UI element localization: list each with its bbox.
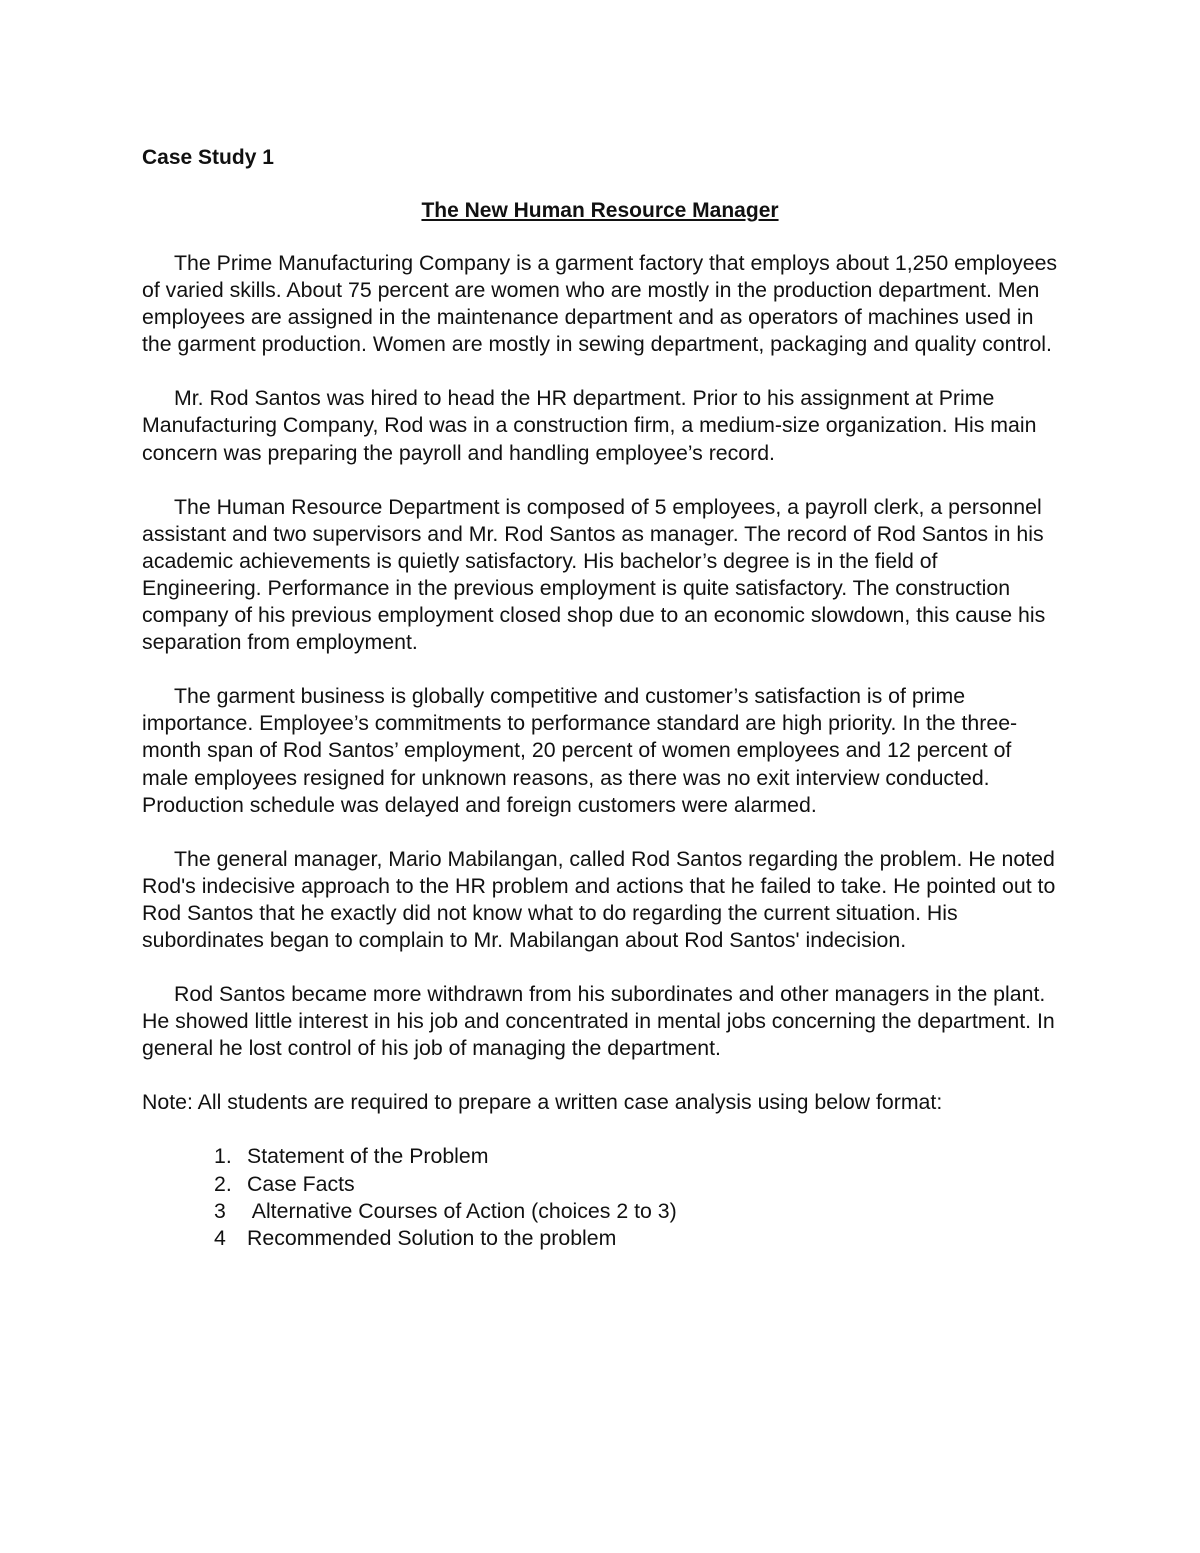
list-item-number: 3 (214, 1198, 226, 1223)
analysis-format-list (142, 1143, 1058, 1251)
paragraph-rod-santos-hired: Mr. Rod Santos was hired to head the HR department. Prior to his assignment at Prime Manufacturing Company, Rod was in a construction firm, a medium-size organization. His main concern was preparing the payroll and handling employee’s record. (142, 386, 1037, 465)
list-item-number: 4 (214, 1225, 226, 1250)
paragraph-general-manager: The general manager, Mario Mabilangan, called Rod Santos regarding the problem. He noted Rod's indecisive approach to the HR problem and actions that he failed to take. He pointed out to Rod Santos that he exactly did not know what to do regarding the current situation. His subordinates began to complain to Mr. Mabilangan about Rod Santos' indecision. (142, 846, 1056, 952)
paragraph-rod-withdrawn: Rod Santos became more withdrawn from his subordinates and other managers in the plant. He showed little interest in his job and concentrated in mental jobs concerning the department. In general he lost control of his job of managing the department. (142, 982, 1055, 1061)
assignment-note: Note: All students are required to prepare a written case analysis using below format: (142, 1090, 943, 1115)
list-item-number: 2. (214, 1171, 232, 1196)
list-item (142, 1225, 1058, 1252)
document-title: The New Human Resource Manager (421, 199, 779, 222)
list-item-text: Case Facts (247, 1171, 355, 1196)
list-item (142, 1198, 1058, 1225)
list-item (142, 1143, 1058, 1170)
document-body (142, 250, 1058, 1252)
list-item (142, 1171, 1058, 1198)
case-label: Case Study 1 (142, 146, 274, 169)
paragraph-hr-department: The Human Resource Department is composed of 5 employees, a payroll clerk, a personnel assistant and two supervisors and Mr. Rod Santos as manager. The record of Rod Santos in his academic achievements is quietly satisfactory. His bachelor’s degree is in the field of Engineering. Performance in the previous employment is quite satisfactory. The construction company of his previous employment closed shop due to an economic slowdown, this cause his separation from employment. (142, 494, 1046, 655)
paragraph-company-overview: The Prime Manufacturing Company is a garment factory that employs about 1,250 employees of varied skills. About 75 percent are women who are mostly in the production department. Men employees are assigned in the maintenance department and as operators of machines used in the garment production. Women are mostly in sewing department, packaging and quality control. (142, 251, 1058, 357)
list-item-text: Alternative Courses of Action (choices 2 to 3) (247, 1198, 677, 1223)
list-item-text: Statement of the Problem (247, 1144, 489, 1169)
list-item-text: Recommended Solution to the problem (247, 1225, 617, 1250)
list-item-number: 1. (214, 1144, 232, 1169)
paragraph-garment-business: The garment business is globally competitive and customer’s satisfaction is of prime importance. Employee’s commitments to performance standard are high priority. In the three-month span of Rod Santos’ employment, 20 percent of women employees and 12 percent of male employees resigned for unknown reasons, as there was no exit interview conducted. Production schedule was delayed and foreign customers were alarmed. (142, 684, 1018, 817)
